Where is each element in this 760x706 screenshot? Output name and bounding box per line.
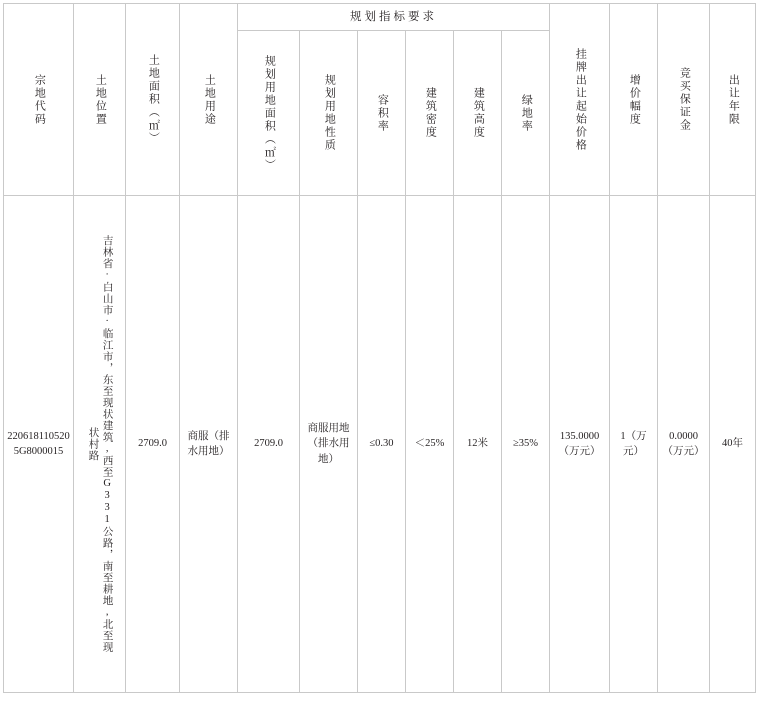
header-label-price: 挂牌出让起始价格 — [574, 47, 587, 152]
header-cell-use — [180, 4, 238, 196]
cell-height — [454, 196, 502, 693]
header-cell-year — [710, 4, 756, 196]
header-label-density: 建筑密度 — [424, 87, 437, 139]
table-header — [4, 4, 756, 196]
header-label-far: 容积率 — [376, 93, 389, 133]
cell-increment — [610, 196, 658, 693]
cell-planning-nature-text: 商服用地（排水用地） — [307, 423, 350, 465]
header-cell-planning-area — [238, 31, 300, 196]
header-cell-area — [126, 4, 180, 196]
document-page — [0, 3, 760, 706]
header-group-planning-requirements: 规划指标要求 — [238, 4, 550, 31]
cell-price — [550, 196, 610, 693]
cell-increment-text: 1（万元） — [620, 430, 647, 457]
header-cell-far — [358, 31, 406, 196]
header-cell-incr — [610, 4, 658, 196]
table-body — [4, 196, 756, 693]
header-cell-loc — [74, 4, 126, 196]
cell-code: 2206181105205G8000015 — [4, 196, 74, 693]
header-label-use: 土地用途 — [203, 73, 216, 126]
cell-density — [406, 196, 454, 693]
cell-location — [74, 196, 126, 693]
header-label-incr: 增价幅度 — [628, 73, 641, 126]
cell-year-text: 40年 — [722, 438, 743, 450]
header-label-planning-area: 规划用地面积（㎡） — [263, 54, 276, 172]
header-label-loc: 土地位置 — [94, 73, 107, 126]
header-label-green: 绿地率 — [520, 93, 533, 133]
cell-year — [710, 196, 756, 693]
header-label-dep: 竞买保证金 — [678, 67, 691, 132]
cell-green-text: ≥35% — [512, 438, 538, 450]
header-cell-code — [4, 4, 74, 196]
header-cell-dep — [658, 4, 710, 196]
cell-use-text: 商服（排水用地） — [187, 430, 230, 457]
header-label-year: 出让年限 — [727, 73, 740, 126]
cell-planning-nature — [300, 196, 358, 693]
header-label-area: 土地面积（㎡） — [147, 54, 160, 145]
header-label-planning-nature: 规划用地性质 — [323, 74, 336, 152]
header-label-code: 宗地代码 — [33, 73, 46, 126]
cell-area: 2709.0 — [126, 196, 180, 693]
header-label-height: 建筑高度 — [472, 87, 485, 139]
header-cell-density — [406, 31, 454, 196]
cell-far — [358, 196, 406, 693]
cell-location-text: 吉林省·白山市·临江市，东至现状建筑,西至G331公路，南至耕地,北至现状村路 — [87, 235, 113, 653]
table-row — [4, 196, 756, 693]
cell-far-text: ≤0.30 — [369, 438, 394, 450]
cell-planning-area: 2709.0 — [238, 196, 300, 693]
header-cell-price — [550, 4, 610, 196]
cell-deposit — [658, 196, 710, 693]
table-header-group-row — [4, 4, 756, 31]
cell-height-text: 12米 — [467, 438, 488, 450]
header-cell-planning-nature — [300, 31, 358, 196]
cell-price-text: 135.0000（万元） — [558, 430, 601, 457]
cell-green — [502, 196, 550, 693]
header-cell-green — [502, 31, 550, 196]
header-cell-height — [454, 31, 502, 196]
cell-deposit-text: 0.0000（万元） — [662, 430, 705, 457]
land-parcel-table — [3, 3, 756, 693]
cell-density-text: ＜25% — [414, 438, 445, 450]
cell-use — [180, 196, 238, 693]
